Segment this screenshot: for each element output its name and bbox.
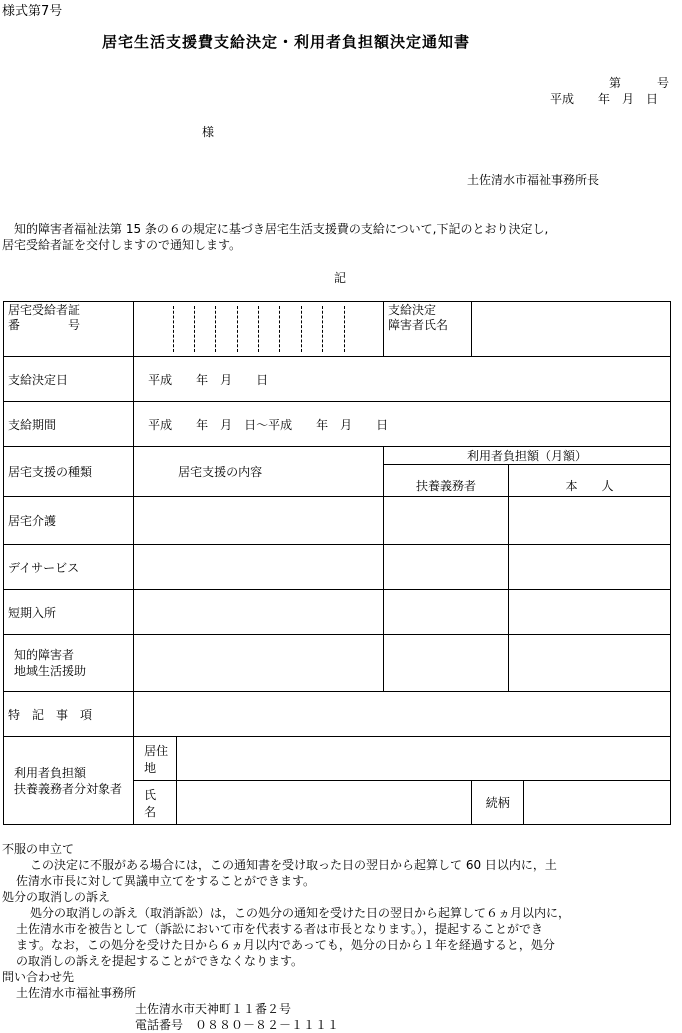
service-row-label: 居宅介護	[4, 497, 134, 545]
decision-date-label: 支給決定日	[4, 357, 134, 402]
intro-text-line1: 知的障害者福祉法第 15 条の６の規定に基づき居宅生活支援費の支給について,下記のとおり決定し,	[14, 222, 549, 236]
target-person-label: 利用者負担額 扶養義務者分対象者	[4, 737, 134, 825]
document-number: 第 号	[609, 76, 670, 90]
self-label: 本 人	[509, 465, 671, 497]
issuer-name: 土佐清水市福祉事務所長	[467, 173, 600, 187]
supporter-amount-cell[interactable]	[384, 590, 509, 635]
service-row-label: 短期入所	[4, 590, 134, 635]
relation-label: 続柄	[472, 781, 524, 825]
decision-table	[3, 301, 671, 825]
address-label: 居住地	[134, 737, 177, 781]
decision-name-label: 支給決定 障害者氏名	[384, 302, 472, 357]
self-amount-cell[interactable]	[509, 635, 671, 692]
name-field[interactable]	[177, 781, 472, 825]
burden-label: 利用者負担額（月額）	[384, 447, 671, 465]
recipient-honorific: 様	[202, 125, 215, 139]
period-label: 支給期間	[4, 402, 134, 447]
supporter-amount-cell[interactable]	[384, 497, 509, 545]
service-content-cell[interactable]	[134, 590, 384, 635]
period-value[interactable]: 平成 年 月 日～平成 年 月 日	[134, 402, 671, 447]
name-label: 氏 名	[134, 781, 177, 825]
lawsuit-text-line3: ます。なお，この処分を受けた日から６ヵ月以内であっても，処分の日から１年を経過すると，処分	[16, 938, 555, 952]
lawsuit-text-line1: 処分の取消しの訴え（取消訴訟）は，この処分の通知を受けた日の翌日から起算して６ヵ月以内に，	[30, 906, 571, 920]
service-content-cell[interactable]	[134, 545, 384, 590]
decision-date-value[interactable]: 平成 年 月 日	[134, 357, 671, 402]
service-row-label: 知的障害者 地域生活援助	[4, 635, 134, 692]
supporter-amount-cell[interactable]	[384, 545, 509, 590]
contact-address: 土佐清水市天神町１１番２号	[135, 1002, 292, 1016]
supporter-label: 扶養義務者	[384, 465, 509, 497]
support-type-label: 居宅支援の種類	[4, 447, 134, 497]
intro-text-line2: 居宅受給者証を交付しますので通知します。	[2, 238, 242, 252]
form-number: 様式第7号	[2, 4, 63, 19]
special-notes-label: 特 記 事 項	[4, 692, 134, 737]
self-amount-cell[interactable]	[509, 590, 671, 635]
self-amount-cell[interactable]	[509, 497, 671, 545]
decision-name-field[interactable]	[472, 302, 671, 357]
service-content-cell[interactable]	[134, 635, 384, 692]
service-row-label: デイサービス	[4, 545, 134, 590]
appeal-heading: 不服の申立て	[2, 842, 75, 856]
supporter-amount-cell[interactable]	[384, 635, 509, 692]
special-notes-field[interactable]	[134, 692, 671, 737]
contact-office: 土佐清水市福祉事務所	[16, 986, 137, 1000]
lawsuit-text-line2: 土佐清水市を被告として（訴訟において市を代表する者は市長となります。），提起することができ	[16, 922, 544, 936]
ki-mark: 記	[334, 271, 347, 285]
lawsuit-heading: 処分の取消しの訴え	[2, 890, 111, 904]
self-amount-cell[interactable]	[509, 545, 671, 590]
relation-field[interactable]	[524, 781, 671, 825]
support-content-label: 居宅支援の内容	[134, 447, 384, 497]
cert-number-boxes[interactable]	[134, 302, 384, 357]
address-field[interactable]	[177, 737, 671, 781]
service-content-cell[interactable]	[134, 497, 384, 545]
document-title: 居宅生活支援費支給決定・利用者負担額決定通知書	[102, 33, 471, 51]
contact-phone: 電話番号 ０８８０－８２－１１１１	[135, 1018, 340, 1032]
appeal-text-line2: 佐清水市長に対して異議申立てをすることができます。	[16, 874, 316, 888]
contact-heading: 問い合わせ先	[2, 970, 75, 984]
issue-date: 平成 年 月 日	[550, 92, 659, 106]
lawsuit-text-line4: の取消しの訴えを提起することができなくなります。	[16, 954, 304, 968]
appeal-text-line1: この決定に不服がある場合には，この通知書を受け取った日の翌日から起算して 60 日以内に，土	[30, 858, 557, 872]
cert-number-label: 居宅受給者証 番 号	[4, 302, 134, 357]
